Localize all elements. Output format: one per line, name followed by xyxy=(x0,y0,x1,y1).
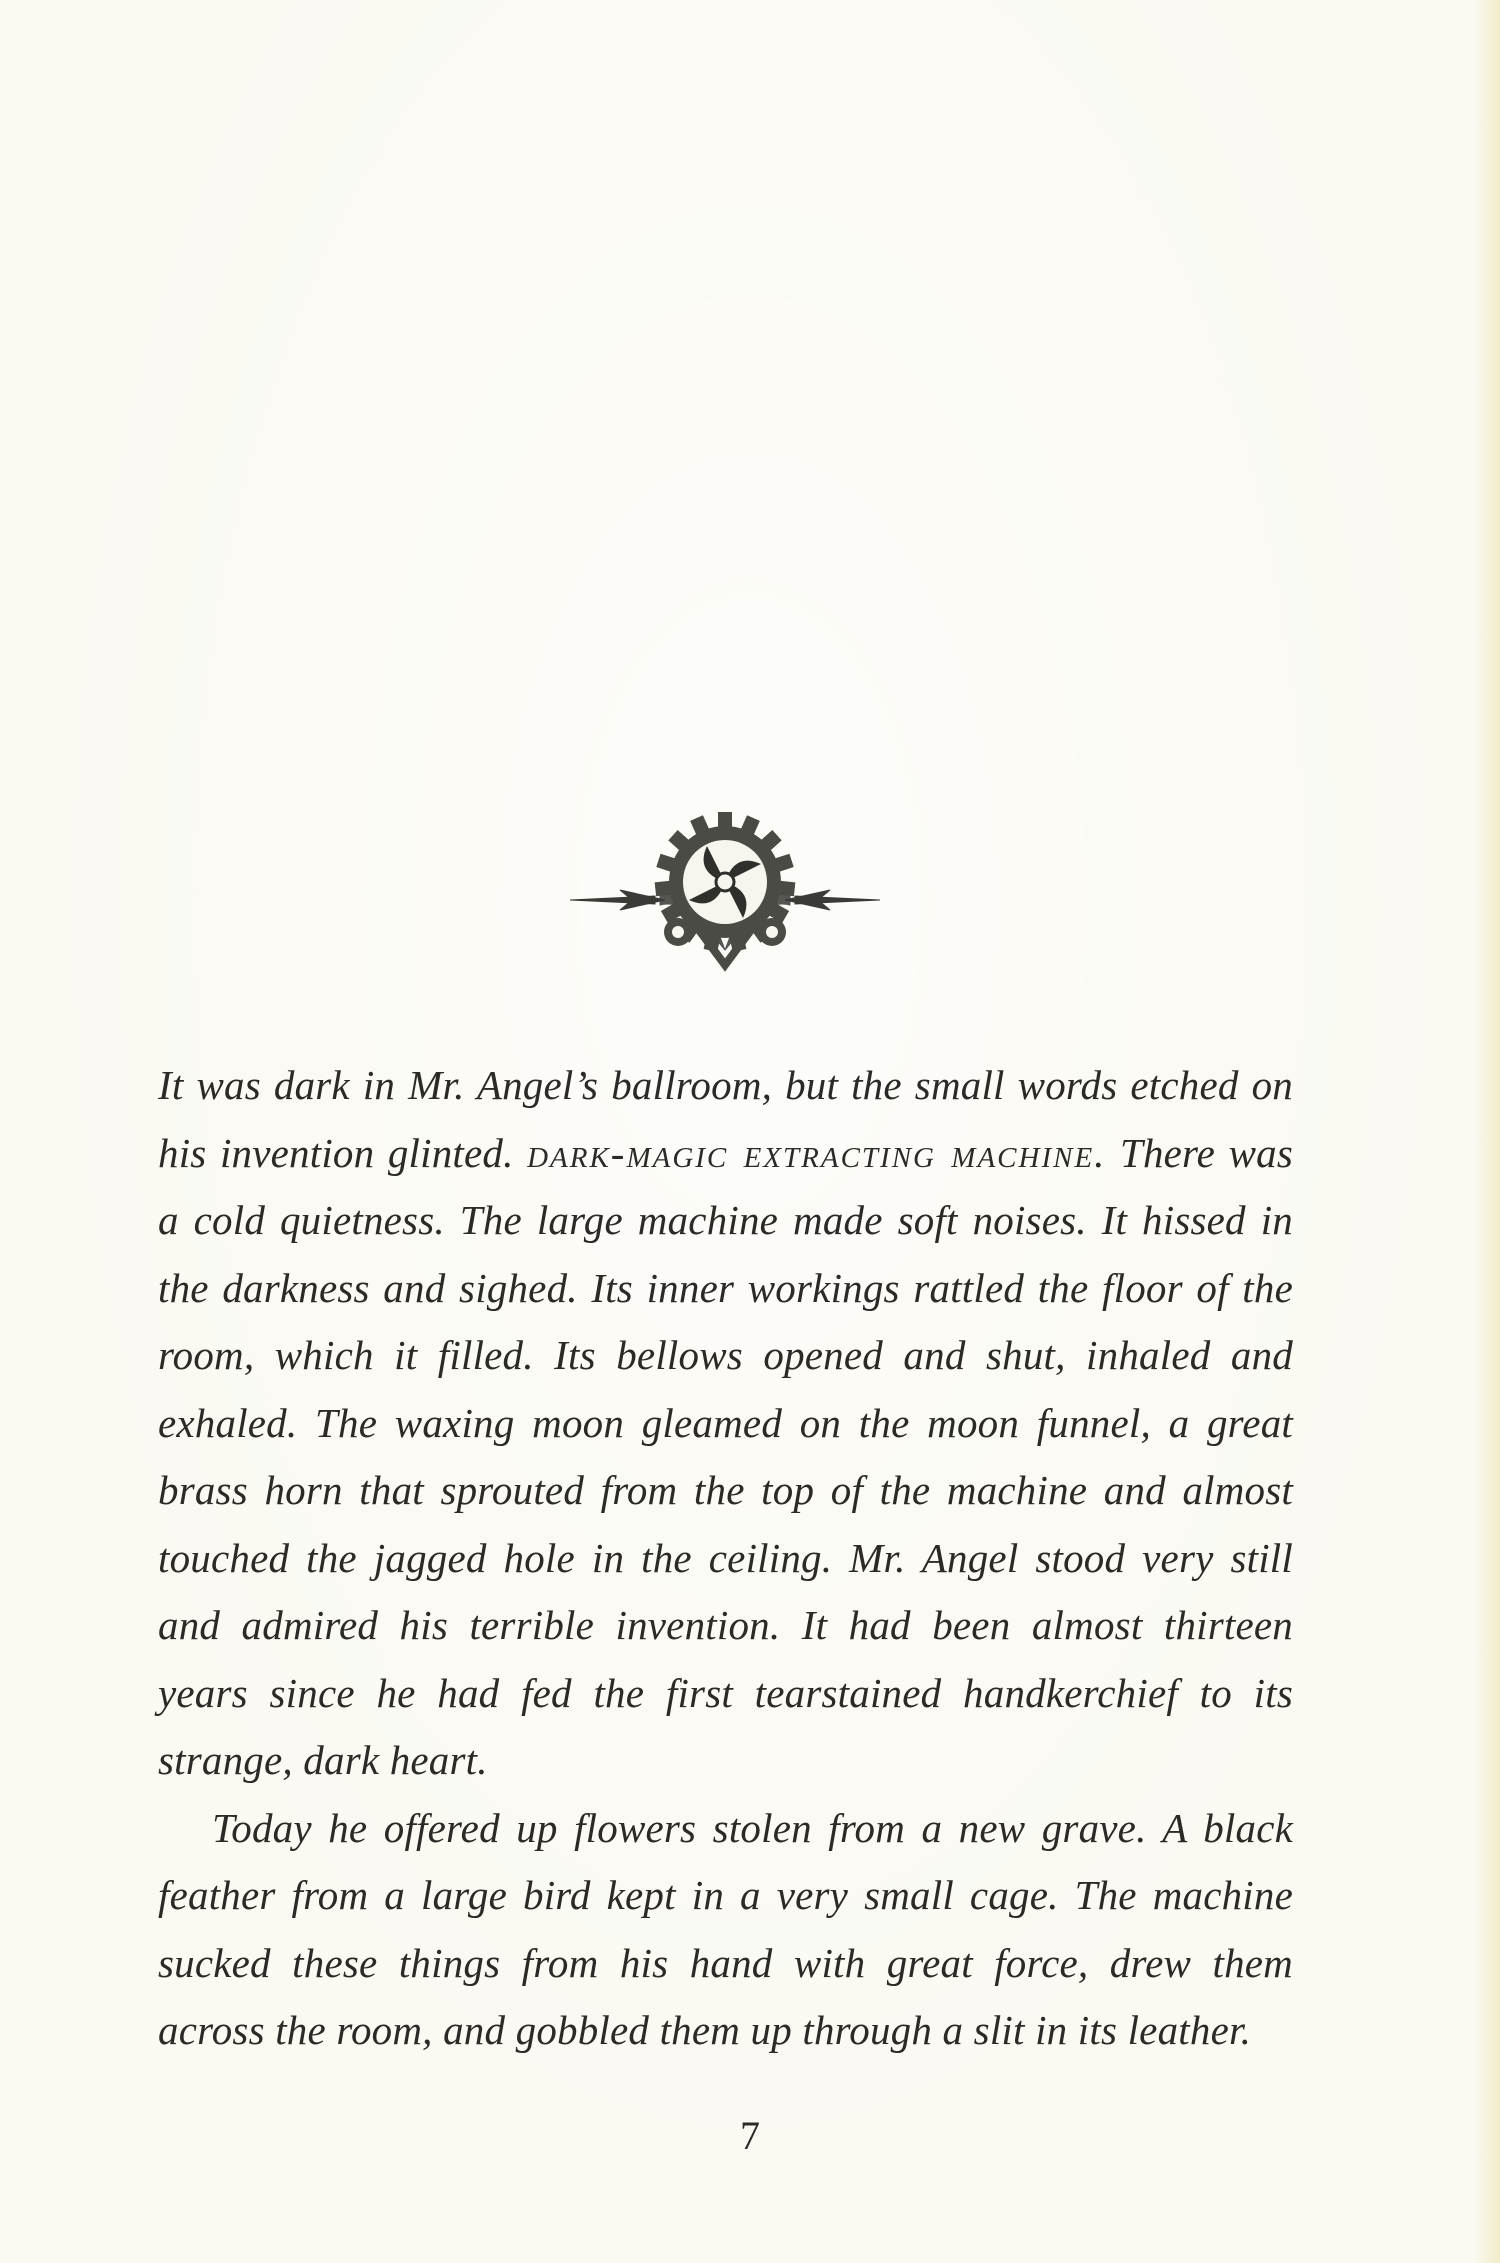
machine-name-smallcaps: dark-magic extracting machine. xyxy=(527,1129,1107,1176)
paragraph xyxy=(158,1052,1293,1795)
paragraph-text: There was a cold quietness. The large machine made soft noises. It hissed in the darkness and sighed. Its inner workings rattled the floor of the room, which it filled. Its bellows opened and shut, inhaled and exhaled. The waxing moon gleamed on the moon funnel, a great brass horn that sprouted from the top of the machine and almost touched the jagged hole in the ceiling. Mr. Angel stood very still and admired his terrible invention. It had been almost thirteen years since he had fed the first tearstained handkerchief to its strange, dark heart. xyxy=(158,1129,1294,1783)
chapter-text xyxy=(158,1052,1293,2065)
gear-ornament-icon xyxy=(560,800,890,980)
paragraph: Today he offered up flowers stolen from a new grave. A black feather from a large bird kept in a very small cage. The machine sucked these things from his hand with great force, drew them across the room, and gobbled them up through a slit in its leather. xyxy=(158,1804,1293,2053)
page-number: 7 xyxy=(740,2113,760,2158)
paragraph-text: It was dark in Mr. Angel’s ballroom, but the small words etched on his invention glinted. xyxy=(158,1062,1293,1176)
page-edge xyxy=(1474,0,1500,2263)
